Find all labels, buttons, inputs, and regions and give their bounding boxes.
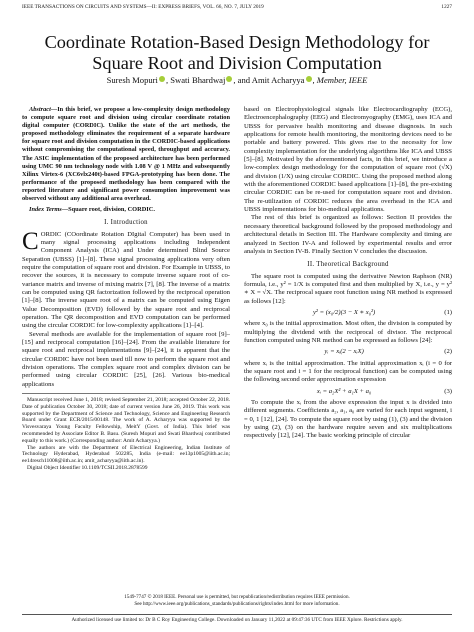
index-terms-text: —Square root, division, CORDIC. [61,206,155,214]
author-3: and Amit Acharyya [237,75,305,85]
left-column [22,106,230,472]
rights-link[interactable]: See http://www.ieee.org/publications_standards/publications/rights/index.html for more information. [134,600,340,607]
drop-cap: C [22,227,39,255]
index-terms-lead: Index Terms [29,206,62,214]
equation-2 [244,348,452,356]
equation-body: y² = (x₀/2)(3 − X ∗ x₀²) [312,308,376,316]
section-heading: II. Theoretical Background [307,261,389,269]
equation-body: yᵢ = xᵢ(2 − xᵢX) [324,348,364,356]
author-2: Swati Bhardwaj [170,75,226,85]
page-number: 1227 [441,4,452,10]
author-membership: Member, IEEE [316,75,368,85]
equation-3 [244,388,452,396]
footnote-affiliation: The authors are with the Department of Electrical Engineering, Indian Institute of Technology Hyderabad, Hyderabad 502285, India (e-mail: ee13p1005@iith.ac.in; ee14resch11008@iith.ac.in; amit_acharyya@iith.ac.in). [22,444,230,465]
author-line: Suresh Mopuri , Swati Bhardwaj , and Amit Acharyya , Member, IEEE [106,75,368,85]
divider [22,614,452,615]
equation-number: (3) [444,387,452,395]
license-notice: Authorized licensed use limited to: Dr B C Roy Engineering College. Downloaded on January 11,2022 at 09:47:36 UTC from IEEE Xplore. Restrictions apply. [71,617,403,623]
copyright-footer [22,594,452,607]
footnote-manuscript: Manuscript received June 1, 2018; revised September 21, 2018; accepted October 22, 2018. Date of publication October 30, 2018; date of current version June 26, 2019. This work was supported by the Department of Science and Technology, Science and Engineering Research Board under Grant ECR/2015/00148. The work of A. Acharyya was supported by the Visvesvaraya Young Faculty Fellowship, MeitY (Govt. of India). This brief was recommended by Associate Editor B. Basu. (Suresh Mopuri and Swati Bhardwaj contributed equally to this work.) (Corresponding author: Amit Acharyya.) [22,397,230,444]
right-column [244,106,452,441]
background-paragraph-4: To compute the xᵢ from the above expression the input x is divided into different segments. Coefficients a₂, a₁, a₀ are varied for each input segment, i = 0, 1 [12], [24]. To compute the square root by using (1), (3) and the division by using (2), (3) on the hardware require seven and six multiplications respectively [12], [24]. The basic working principle of circular [244,399,452,440]
author-1: Suresh Mopuri [106,75,158,85]
equation-body: xᵢ = a₂X² + a₁X + a₀ [316,387,372,395]
intro-paragraph-3: based on Electrophysiological signals like Electrocardiography (ECG), Electroencephalography (EEG) and Electromyography (EMG), uses ICA and UBSS for pervasive health monitoring and disease diagnosis. In such applications for remote health monitoring, the monitoring devices need to be portable and battery powered. This gives rise to the necessity for low complexity implementation for the underlying algorithms like ICA and UBSS [5]–[8]. Motivated by the aforementioned facts, in this brief, we introduce a low-complex design methodology for the computation of square root (√X) and division (1/X) using circular CORDIC. Using the proposed method along with the aforementioned CORDIC based applications [1]–[8], the pre-existing circular CORDIC can be re-used for computation square root and division. The re-utilization of CORDIC reduces the area overhead in the ICA and UBSS implementations for bio-medical applications. [244,106,452,214]
equation-number: (1) [444,308,452,316]
orcid-icon[interactable] [159,76,165,82]
intro-paragraph-2: Several methods are available for the implementation of square root [9]–[15] and reciprocal computation [16]–[24]. From the available literature for square root and reciprocal implementations [9]–[24], it is apparent that the circular CORDIC have not been used till now to perform the square root and division operations. The complex square root and complex division can be performed using circular CORDIC [25], [26]. Various bio-medical applications [22,330,230,388]
section-heading: I. Introduction [104,219,148,227]
running-header [22,4,452,10]
intro-paragraph-4: The rest of this brief is organized as follows: Section II provides the necessary theoretical background followed by the proposed methodology and architectural details in Section III. The Hardware complexity and timing are analyzed in Section IV-A and followed by experimental results and error analysis in Section IV-B. Finally Section V concludes the discussion. [244,214,452,255]
paper-title: Coordinate Rotation-Based Design Methodology for Square Root and Division Computation [44,32,430,73]
abstract-lead: Abstract [29,106,51,113]
equation-1 [244,309,452,317]
abstract-text: —In this brief, we propose a low-complexity design methodology to compute square root and division using circular coordinate rotation digital computer (CORDIC). Unlike the state of the art methods, the proposed methodology eliminates the requirement of a separate hardware for square root and division computation in the CORDIC-based applications without compromising the computational speed, throughput and accuracy. The ASIC implementation of the proposed architecture has been performed using UMC 90 nm technology node with 1.08 V @ 1 MHz and subsequently Xilinx Virtex-6 (XC6vlx240t)-based FPGA-prototyping has been done. The performance of the proposed methodology has been compared with the reported literature and significant power consumption improvement was observed without any additional area overhead. [22,106,230,203]
index-terms [22,206,230,214]
background-paragraph-1: The square root is computed using the derivative Newton Raphson (NR) formula, i.e., y² = 1/X is computed first and then multiplied by X, i.e., y = y² ∗ X = √X. The reciprocal square root function using NR method is expressed as follows [12]: [244,272,452,305]
equation-number: (2) [444,348,452,356]
intro-paragraph-1 [22,227,230,331]
orcid-icon[interactable] [226,76,232,82]
intro-text-1: ORDIC (COordinate Rotation DIgital Computer) has been used in many signal processing applications including Independent Component Analysis (ICA) and Under determined Blind Source Separation (UBSS) [1]–[8]. These signal processing applications very often require the computation of square root and division. For Example in UBSS, to recover the sources, it is necessary to compute inverse square root of co-variance matrix and inverse of mixing matrix [7], [8]. The inverse of a matrix can be computed using QR factorization followed by the reciprocal operation [1]–[8]. The inverse square root of a matrix can be computed using Eigen Value Decomposition (EVD) followed by the square root and reciprocal operation. The QR decomposition and EVD computation can be performed using the circular CORDIC for low-complexity applications [1]–[4]. [22,230,230,330]
journal-name: IEEE TRANSACTIONS ON CIRCUITS AND SYSTEMS—II: EXPRESS BRIEFS, VOL. 66, NO. 7, JULY 2019 [22,4,264,10]
orcid-icon[interactable] [306,76,312,82]
footnote [22,393,230,472]
footnote-doi: Digital Object Identifier 10.1109/TCSII.2018.2878599 [27,465,148,472]
abstract [22,106,230,203]
background-paragraph-3: where xᵢ is the initial approximation. The initial approximation xᵢ (i = 0 for the square root and i = 1 for the reciprocal function) can be computed using the following second order approximation expression [244,359,452,384]
copyright-line: 1549-7747 © 2018 IEEE. Personal use is permitted, but republication/redistribution requires IEEE permission. [124,594,350,600]
background-paragraph-2: where x₀ is the initial approximation. Most often, the division is computed by multiplying the dividend with the reciprocal of divisor. The reciprocal function computed using NR method can be expressed as follows [24]: [244,320,452,344]
